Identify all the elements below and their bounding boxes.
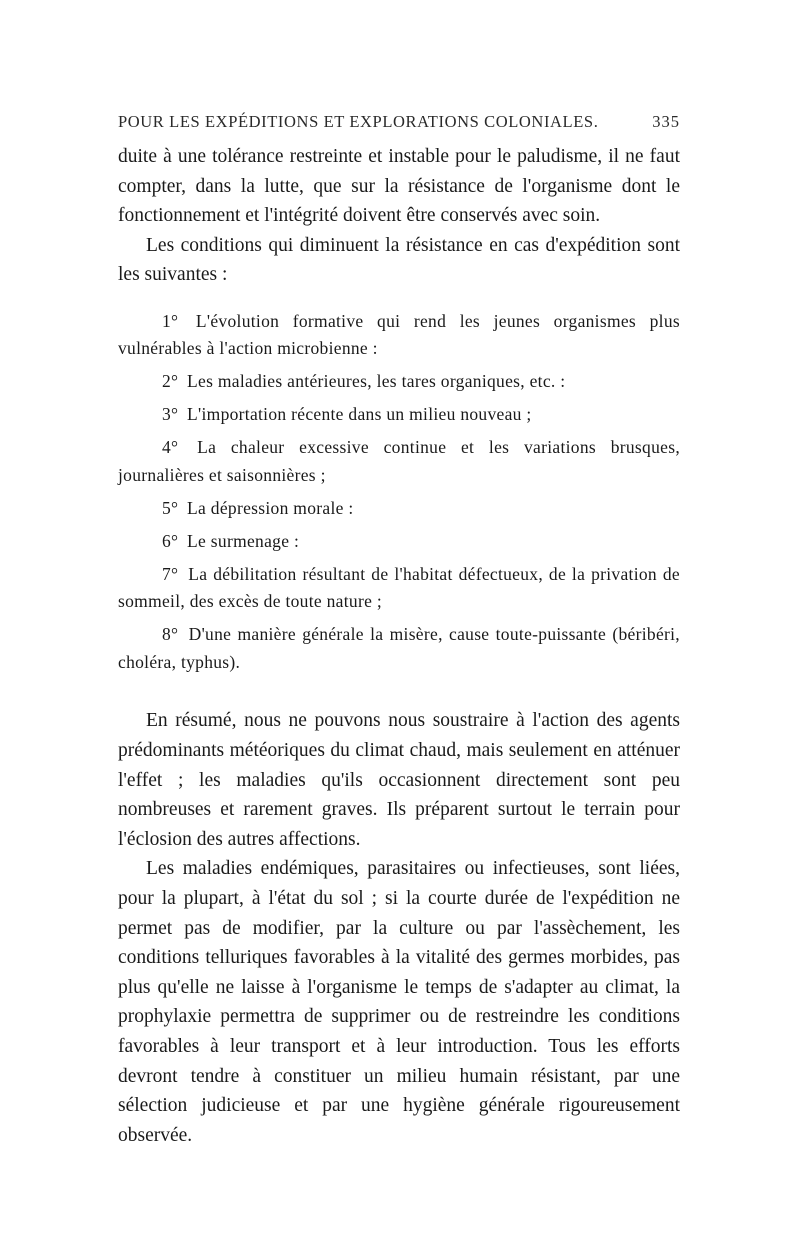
body-text-bottom xyxy=(118,706,680,1150)
list-item-text: L'évolution formative qui rend les jeunes organismes plus vulnérables à l'action microbienne : xyxy=(118,310,680,359)
list-item-number: 7° xyxy=(162,563,179,584)
list-item xyxy=(118,368,680,396)
paragraph-continued: duite à une tolérance restreinte et instable pour le paludisme, il ne faut compter, dans la lutte, que sur la résistance de l'organisme dont le fonctionnement et l'intégrité doivent être conservés avec soin. xyxy=(118,146,680,227)
page-number: 335 xyxy=(652,112,680,131)
paragraph-endemic-diseases: Les maladies endémiques, parasitaires ou infectieuses, sont liées, pour la plupart, à l'état du sol ; si la courte durée de l'expédition ne permet pas de modifier, par la culture ou par l'assèchement, les conditions telluriques favorables à la vitalité des germes morbides, pas plus qu'elle ne laisse à l'organisme le temps de s'adapter au climat, la prophylaxie permettra de supprimer ou de restreindre les conditions favorables à leur transport et à leur introduction. Tous les efforts devront tendre à constituer un milieu humain résistant, par une sélection judicieuse et par une hygiène générale rigoureusement observée. xyxy=(118,858,680,1146)
body-text-top xyxy=(118,142,680,290)
page xyxy=(118,112,680,1150)
conditions-list xyxy=(118,308,680,677)
paragraph-conditions-intro: Les conditions qui diminuent la résistance en cas d'expédition sont les suivantes : xyxy=(118,234,680,286)
list-item-text: La chaleur excessive continue et les variations brusques, journalières et saisonnières ; xyxy=(118,437,680,485)
list-item xyxy=(118,528,680,556)
running-head xyxy=(118,112,680,142)
list-item xyxy=(118,434,680,489)
list-item xyxy=(118,561,680,616)
paragraph-summary: En résumé, nous ne pouvons nous soustraire à l'action des agents prédominants météoriques du climat chaud, mais seulement en atténuer l'effet ; les maladies qu'ils occasionnent directement sont peu nombreuses et rarement graves. Ils préparent surtout le terrain pour l'éclosion des autres affections. xyxy=(118,710,680,850)
list-item-number: 1° xyxy=(162,310,179,331)
list-item xyxy=(118,495,680,523)
list-item xyxy=(118,401,680,429)
list-item-number: 2° xyxy=(162,371,179,392)
list-item-text: La débilitation résultant de l'habitat défectueux, de la privation de sommeil, des excès de toute nature ; xyxy=(118,563,680,612)
list-item-number: 3° xyxy=(162,404,179,425)
list-item-text: Les maladies antérieures, les tares organiques, etc. : xyxy=(187,371,566,392)
list-item-number: 6° xyxy=(162,530,179,551)
list-item-number: 8° xyxy=(162,624,179,645)
list-item-text: D'une manière générale la misère, cause toute-puissante (béribéri, choléra, typhus). xyxy=(118,624,680,672)
running-title: POUR LES EXPÉDITIONS ET EXPLORATIONS COLONIALES. xyxy=(118,112,599,131)
list-item xyxy=(118,308,680,363)
list-item xyxy=(118,621,680,676)
list-item-text: L'importation récente dans un milieu nouveau ; xyxy=(187,404,532,425)
list-item-text: La dépression morale : xyxy=(187,497,354,518)
list-item-number: 4° xyxy=(162,437,179,458)
list-item-number: 5° xyxy=(162,497,179,518)
list-item-text: Le surmenage : xyxy=(187,530,300,551)
